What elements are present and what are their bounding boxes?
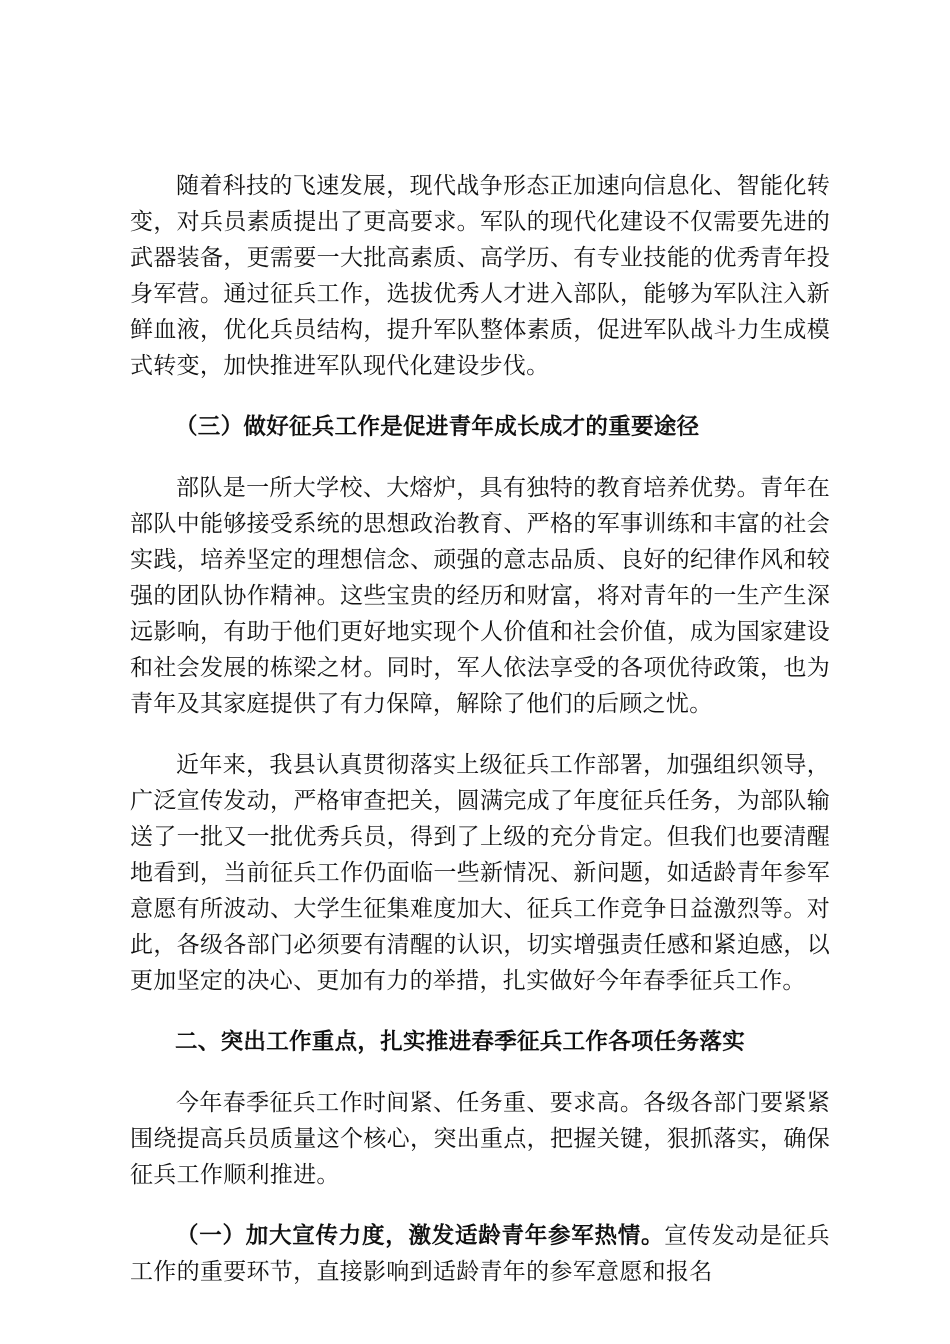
body-paragraph: 随着科技的飞速发展，现代战争形态正加速向信息化、智能化转变，对兵员素质提出了更高要求。军队的现代化建设不仅需要先进的武器装备，更需要一大批高素质、高学历、有专业技能的优秀青年投身军营。通过征兵工作，选拔优秀人才进入部队，能够为军队注入新鲜血液，优化兵员结构，提升军队整体素质，促进军队战斗力生成模式转变，加快推进军队现代化建设步伐。 [130,173,830,379]
body-paragraph [130,1218,830,1290]
document-body [130,168,830,1315]
body-paragraph: 今年春季征兵工作时间紧、任务重、要求高。各级各部门要紧紧围绕提高兵员质量这个核心，突出重点，把握关键，狠抓落实，确保征兵工作顺利推进。 [130,1090,830,1188]
section-heading: （三）做好征兵工作是促进青年成长成才的重要途径 [175,414,700,440]
section-heading: 二、突出工作重点，扎实推进春季征兵工作各项任务落实 [175,1029,746,1055]
subsection-lead: （一）加大宣传力度，激发适龄青年参军热情。 [176,1223,665,1249]
paragraph-text: 宣传发动是征兵工作的重要环节，直接影响到适龄青年的参军意愿和报名 [130,1223,830,1285]
body-paragraph: 近年来，我县认真贯彻落实上级征兵工作部署，加强组织领导，广泛宣传发动，严格审查把关，圆满完成了年度征兵任务，为部队输送了一批又一批优秀兵员，得到了上级的充分肯定。但我们也要清醒地看到，当前征兵工作仍面临一些新情况、新问题，如适龄青年参军意愿有所波动、大学生征集难度加大、征兵工作竞争日益激烈等。对此，各级各部门必须要有清醒的认识，切实增强责任感和紧迫感，以更加坚定的决心、更加有力的举措，扎实做好今年春季征兵工作。 [130,752,830,994]
body-paragraph: 部队是一所大学校、大熔炉，具有独特的教育培养优势。青年在部队中能够接受系统的思想政治教育、严格的军事训练和丰富的社会实践，培养坚定的理想信念、顽强的意志品质、良好的纪律作风和较强的团队协作精神。这些宝贵的经历和财富，将对青年的一生产生深远影响，有助于他们更好地实现个人价值和社会价值，成为国家建设和社会发展的栋梁之材。同时，军人依法享受的各项优待政策，也为青年及其家庭提供了有力保障，解除了他们的后顾之忧。 [130,475,830,717]
